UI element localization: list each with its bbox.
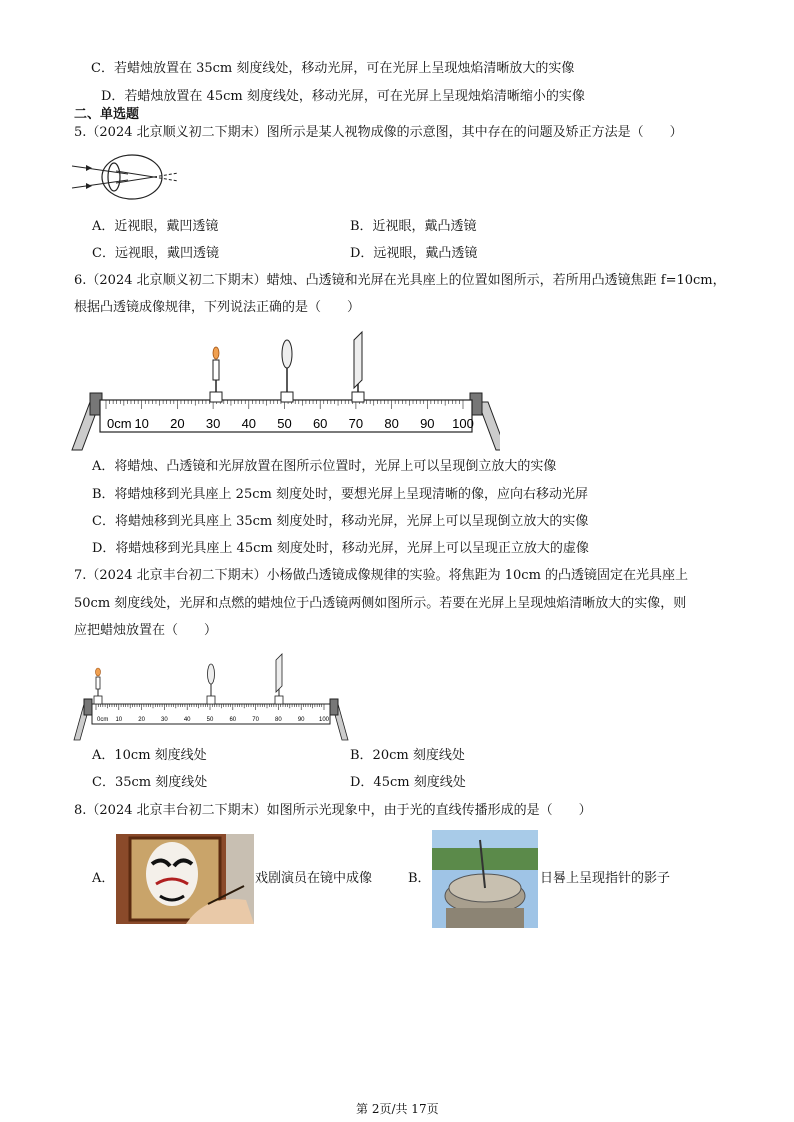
q7-optical-bench — [72, 652, 352, 742]
q7-option-b: B．20cm 刻度线处 — [350, 748, 465, 763]
q8-option-b-letter: B． — [408, 871, 431, 886]
q6-screen — [352, 332, 364, 402]
q6-stem-line1: 6.（2024 北京顺义初二下期末）蜡烛、凸透镜和光屏在光具座上的位置如图所示，若所用凸透镜焦距 f=10cm， — [74, 273, 726, 288]
scale-label: 70 — [348, 416, 364, 431]
q6-option-c: C．将蜡烛移到光具座上 35cm 刻度处时，移动光屏，光屏上可以呈现倒立放大的实像 — [92, 514, 589, 529]
scale-label: 80 — [384, 416, 399, 431]
q7-option-d: D．45cm 刻度线处 — [350, 775, 466, 790]
scale-label: 90 — [297, 717, 305, 723]
q6-option-d: D．将蜡烛移到光具座上 45cm 刻度处时，移动光屏，光屏上可以呈现正立放大的虚像 — [92, 541, 589, 556]
scale-label: 60 — [229, 717, 237, 723]
q5-option-c: C．远视眼，戴凹透镜 — [92, 246, 219, 261]
q6-stem-line2: 根据凸透镜成像规律，下列说法正确的是（ ） — [74, 300, 361, 315]
scale-label: 70 — [252, 717, 259, 723]
q7-stem-line3: 应把蜡烛放置在（ ） — [74, 623, 218, 638]
q7-candle — [94, 668, 102, 704]
scale-label: 30 — [161, 717, 168, 723]
scale-label: 50 — [277, 416, 292, 431]
q8-option-b-text: 日晷上呈现指针的影子 — [540, 871, 671, 886]
q4-option-c: C．若蜡烛放置在 35cm 刻度线处，移动光屏，可在光屏上呈现烛焰清晰放大的实像 — [91, 61, 575, 76]
q8-option-a-letter: A． — [92, 871, 115, 886]
q7-option-c: C．35cm 刻度线处 — [92, 775, 208, 790]
scale-label: 20 — [138, 717, 145, 723]
scale-label: 60 — [312, 416, 328, 431]
q6-option-b: B．将蜡烛移到光具座上 25cm 刻度处时，要想光屏上呈现清晰的像，应向右移动光屏 — [92, 487, 588, 502]
q8-stem: 8.（2024 北京丰台初二下期末）如图所示光现象中，由于光的直线传播形成的是（ ） — [74, 803, 592, 818]
opera-actor-mirror-image — [116, 834, 254, 924]
q7-stem-line1: 7.（2024 北京丰台初二下期末）小杨做凸透镜成像规律的实验。将焦距为 10cm 的凸透镜固定在光具座上 — [74, 568, 689, 583]
scale-label: 100 — [452, 416, 474, 431]
q6-lens — [281, 340, 293, 402]
q6-candle — [210, 347, 222, 402]
scale-label: 90 — [420, 416, 435, 431]
sundial-image — [432, 830, 538, 928]
scale-label: 30 — [205, 416, 221, 431]
q5-option-d: D．远视眼，戴凸透镜 — [350, 246, 478, 261]
scale-label: 50 — [206, 717, 214, 723]
scale-label: 40 — [183, 717, 191, 723]
section-title: 二、单选题 — [74, 107, 140, 122]
q7-stem-line2: 50cm 刻度线处，光屏和点燃的蜡烛位于凸透镜两侧如图所示。若要在光屏上呈现烛焰清晰放大的实像，则 — [74, 596, 687, 611]
eye-diagram — [68, 152, 196, 202]
scale-label: 40 — [241, 416, 257, 431]
scale-label: 10 — [134, 416, 149, 431]
page-footer: 第 2页/共 17页 — [356, 1102, 439, 1116]
q5-option-b: B．近视眼，戴凸透镜 — [350, 219, 477, 234]
scale-label: 80 — [275, 717, 282, 723]
q7-lens — [207, 664, 215, 704]
scale-label: 0cm — [107, 416, 132, 431]
q6-optical-bench — [70, 330, 500, 452]
scale-label: 100 — [318, 717, 330, 723]
q5-stem: 5.（2024 北京顺义初二下期末）图所示是某人视物成像的示意图，其中存在的问题及矫正方法是（ ） — [74, 125, 683, 140]
q7-option-a: A．10cm 刻度线处 — [92, 748, 207, 763]
q8-option-a-text: 戏剧演员在镜中成像 — [255, 871, 373, 886]
scale-label: 0cm — [97, 717, 109, 723]
q4-option-d: D．若蜡烛放置在 45cm 刻度线处，移动光屏，可在光屏上呈现烛焰清晰缩小的实像 — [101, 89, 585, 104]
scale-label: 10 — [115, 717, 123, 723]
scale-label: 20 — [170, 416, 185, 431]
q5-option-a: A．近视眼，戴凹透镜 — [92, 219, 219, 234]
q6-option-a: A．将蜡烛、凸透镜和光屏放置在图所示位置时，光屏上可以呈现倒立放大的实像 — [92, 459, 557, 474]
q7-screen — [275, 654, 283, 704]
